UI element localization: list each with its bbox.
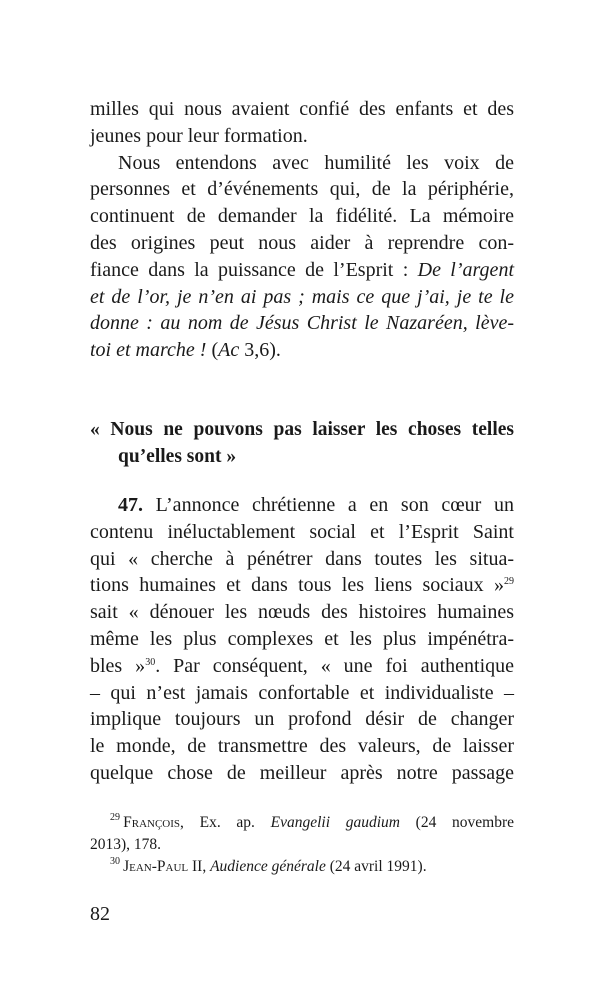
text-line: contenu inéluctablement social et l’Esprit Saint [90,520,514,543]
text-line: personnes et d’événements qui, de la périphérie, [90,178,514,201]
text-roman: fiance dans la puissance de l’Esprit : [90,258,418,281]
text-line [90,653,514,680]
text-line: même les plus complexes et les plus impénétra- [90,627,514,650]
footnote-text: (24 avril 1991). [325,858,427,875]
footnote-30 [90,856,514,878]
text-line: sait « dénouer les nœuds des histoires humaines [90,601,514,624]
text-line: jeunes pour leur formation. [90,124,308,147]
footnote-29-cont: 2013), 178. [90,836,162,853]
heading-line: qu’elles sont » [118,445,237,467]
quotation-italic: De l’argent [417,258,514,281]
footnotes [90,812,514,878]
footnote-ref[interactable]: 30 [145,656,156,668]
quotation-line: donne : au nom de Jésus Christ le Nazaréen, lève- [90,312,514,335]
footnote-mark: 29 [110,812,120,823]
text-line: implique toujours un profond désir de changer [90,708,514,731]
text-roman: L’annonce chrétienne a en son cœur un [143,493,514,516]
text-line [90,337,514,364]
footnote-29 [90,812,514,834]
text-line: Nous entendons avec humilité les voix de [118,151,514,174]
text-line: le monde, de transmettre des valeurs, de laisser [90,735,514,758]
footnote-author: François [123,814,181,831]
section-47-paragraph [90,492,514,787]
text-roman: tions humaines et dans tous les liens sociaux » [90,574,504,597]
footnote-text: , [202,858,211,875]
quotation-italic: toi et marche ! [90,339,207,362]
footnote-ref[interactable]: 29 [504,576,514,588]
second-paragraph [90,150,514,364]
text-line: qui « cherche à pénétrer dans toutes les situa- [90,547,514,570]
page-body [90,96,514,787]
text-roman: . Par conséquent, « une foi authentique [155,654,514,677]
citation-book: Ac [218,339,240,362]
paragraph-number: 47. [118,493,143,516]
text-line: continuent de demander la fidélité. La mémoire [90,205,514,228]
footnote-title: Evangelii gaudium [270,814,400,831]
section-heading [90,416,514,470]
heading-line: « Nous ne pouvons pas laisser les choses telles [90,418,514,440]
text-roman: bles » [90,654,146,677]
text-line: – qui n’est jamais confortable et individualiste – [90,681,514,704]
footnote-mark: 30 [110,856,120,867]
citation-open: ( [206,339,219,362]
text-line: milles qui nous avaient confié des enfants et des [90,98,514,120]
footnote-author: Jean-Paul II [123,858,203,875]
text-line [90,492,514,519]
citation-ref: 3,6). [239,339,281,362]
footnote-title: Audience générale [210,858,326,875]
footnote-text: , Ex. ap. [180,814,271,831]
text-line: des origines peut nous aider à reprendre con- [90,231,514,254]
text-line [90,572,514,599]
opening-paragraph [90,96,514,150]
text-line [90,257,514,284]
text-line: quelque chose de meilleur après notre passage [90,761,514,784]
footnote-text: (24 novembre [399,814,515,831]
quotation-line: et de l’or, je n’en ai pas ; mais ce que j’ai, je te le [90,285,514,308]
page-number: 82 [90,903,110,925]
